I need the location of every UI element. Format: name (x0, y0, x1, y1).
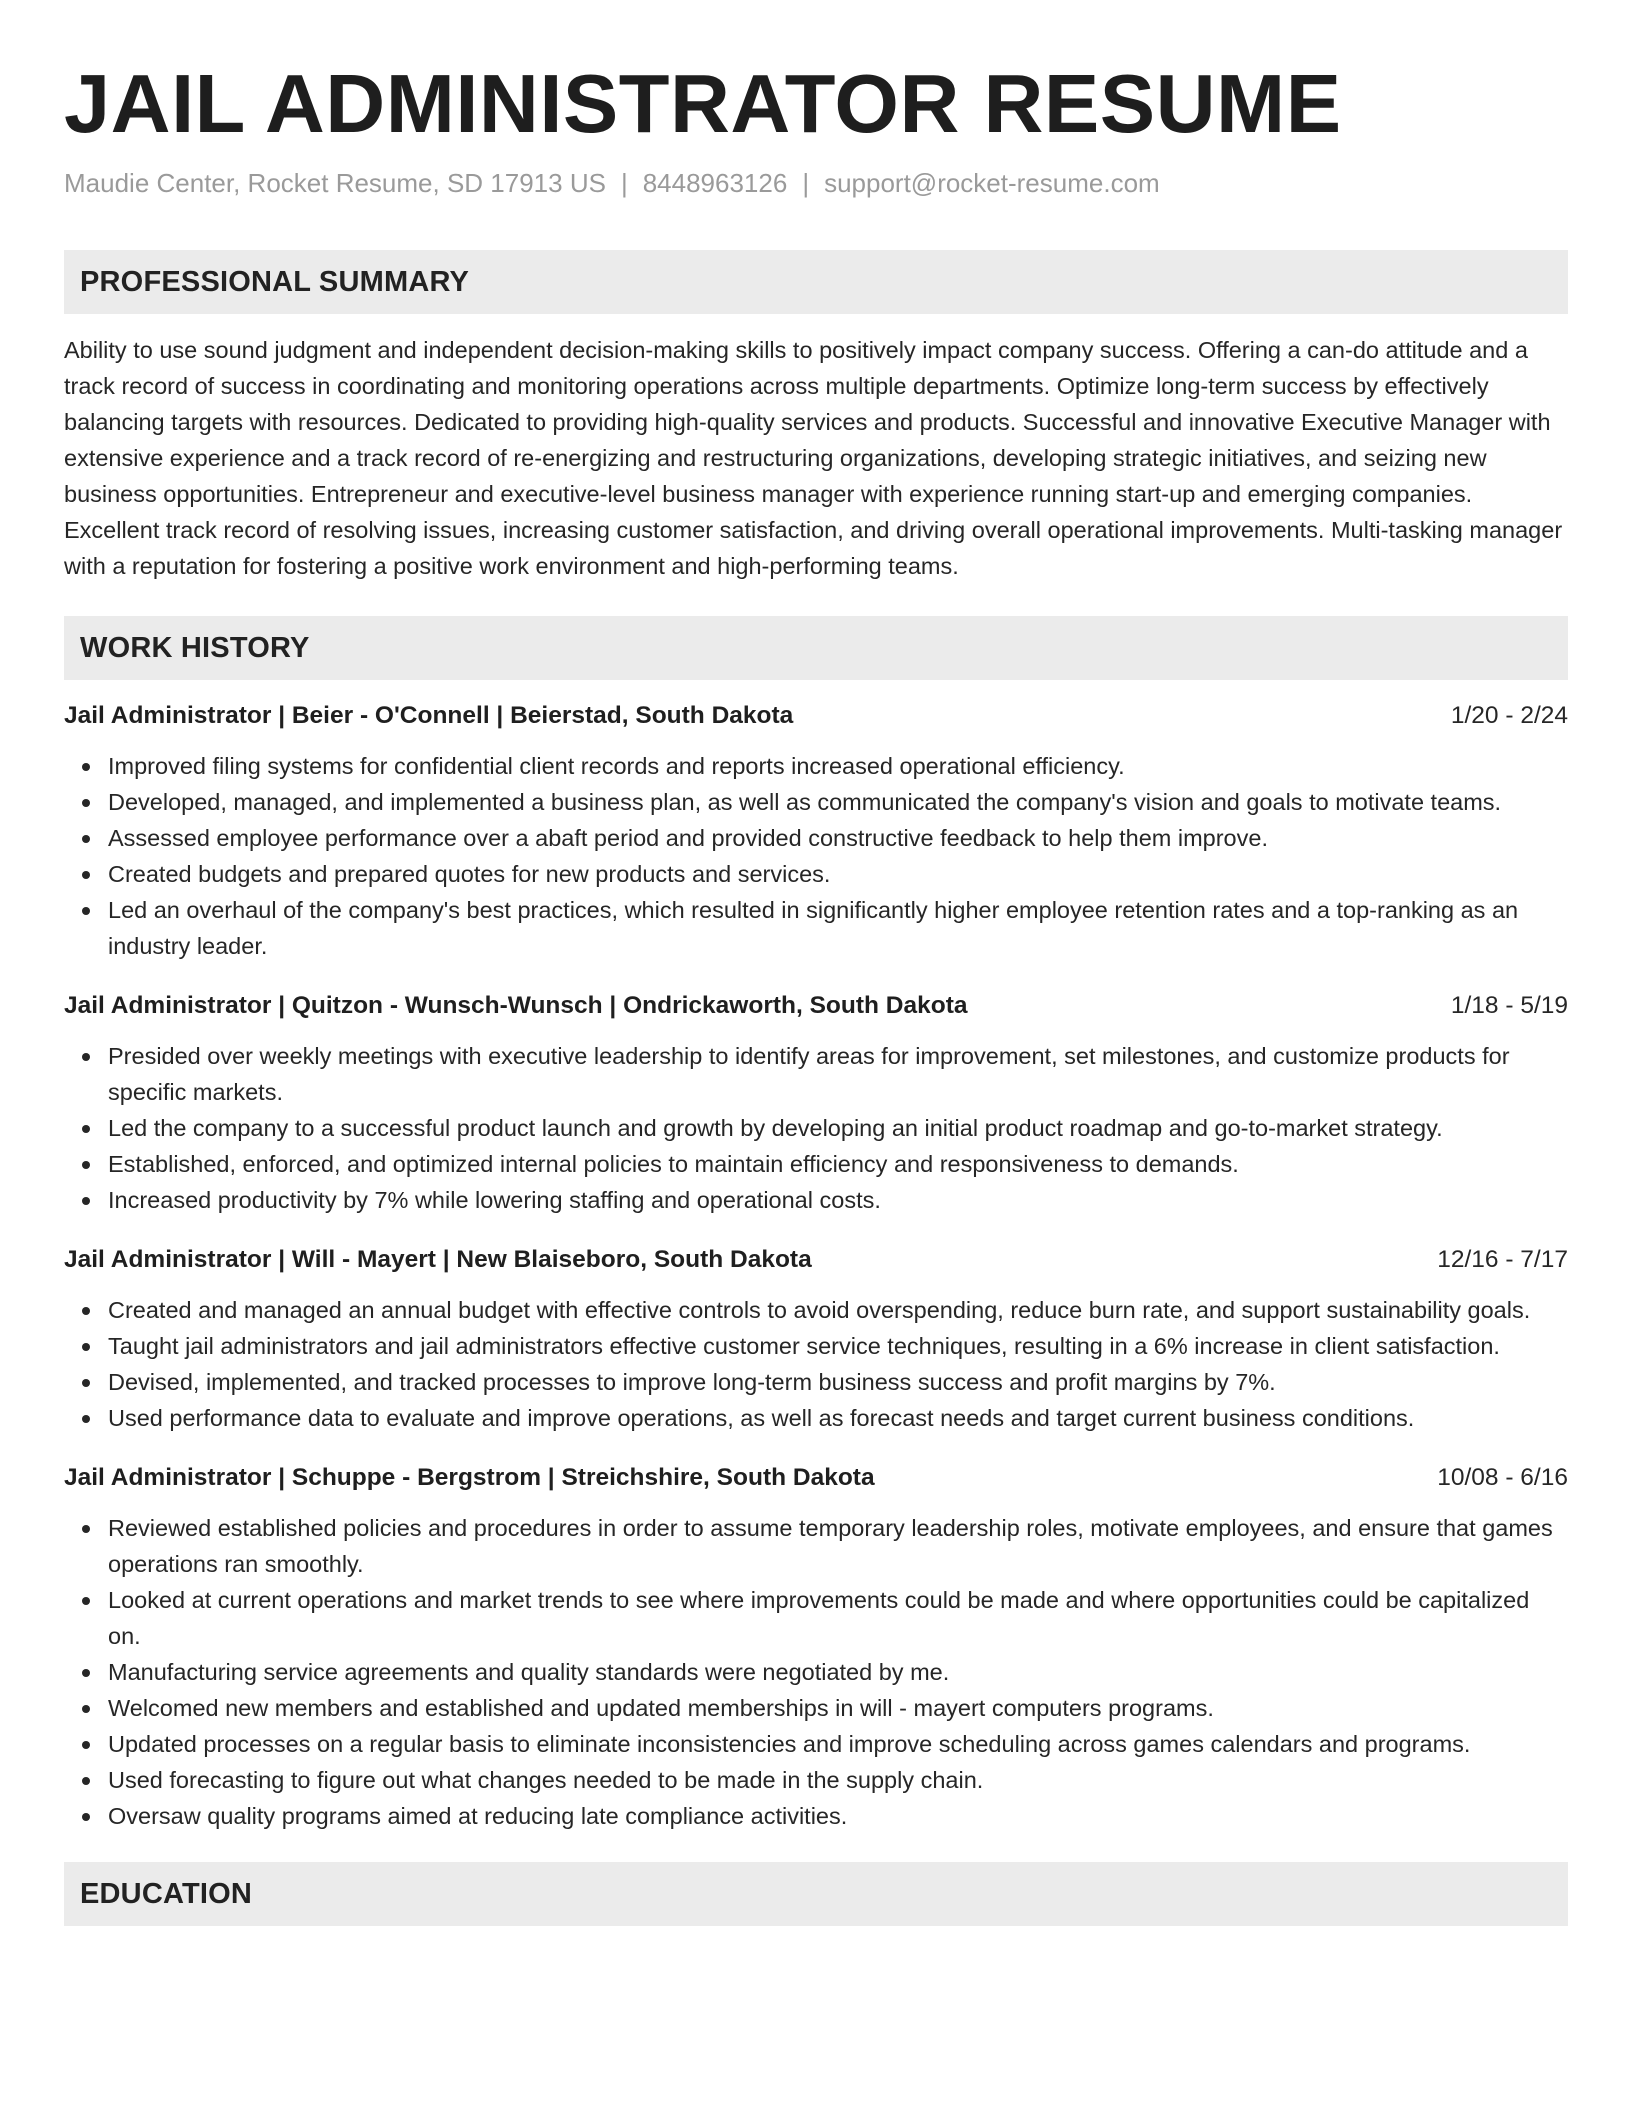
job-bullet: Manufacturing service agreements and quality standards were negotiated by me. (108, 1654, 1568, 1690)
job-bullet: Established, enforced, and optimized internal policies to maintain efficiency and responsiveness to demands. (108, 1146, 1568, 1182)
job-bullet: Welcomed new members and established and updated memberships in will - mayert computers programs. (108, 1690, 1568, 1726)
job-bullet-list (64, 1038, 1568, 1218)
job-bullet: Taught jail administrators and jail administrators effective customer service techniques, resulting in a 6% increase in client satisfaction. (108, 1328, 1568, 1364)
section-heading-education: EDUCATION (64, 1862, 1568, 1926)
job-title: Jail Administrator | Schuppe - Bergstrom | Streichshire, South Dakota (64, 1464, 875, 1491)
job-bullet-list (64, 1292, 1568, 1436)
job-bullet: Improved filing systems for confidential client records and reports increased operational efficiency. (108, 748, 1568, 784)
job-entry (64, 1242, 1568, 1436)
job-bullet: Used forecasting to figure out what changes needed to be made in the supply chain. (108, 1762, 1568, 1798)
job-bullet: Presided over weekly meetings with executive leadership to identify areas for improvement, set milestones, and customize products for specific markets. (108, 1038, 1568, 1110)
job-header (64, 1242, 1568, 1278)
job-header (64, 698, 1568, 734)
job-bullet-list (64, 1510, 1568, 1834)
job-entry (64, 1460, 1568, 1834)
job-dates: 12/16 - 7/17 (1437, 1246, 1568, 1273)
job-entry (64, 698, 1568, 964)
contact-email: support@rocket-resume.com (824, 168, 1160, 198)
section-heading-work-history: WORK HISTORY (64, 616, 1568, 680)
job-header (64, 988, 1568, 1024)
job-bullet: Oversaw quality programs aimed at reducing late compliance activities. (108, 1798, 1568, 1834)
contact-address: Maudie Center, Rocket Resume, SD 17913 US (64, 168, 606, 198)
job-bullet: Increased productivity by 7% while lowering staffing and operational costs. (108, 1182, 1568, 1218)
job-title: Jail Administrator | Beier - O'Connell | Beierstad, South Dakota (64, 702, 794, 729)
job-title: Jail Administrator | Quitzon - Wunsch-Wunsch | Ondrickaworth, South Dakota (64, 992, 968, 1019)
job-bullet: Looked at current operations and market trends to see where improvements could be made and where opportunities could be capitalized on. (108, 1582, 1568, 1654)
job-dates: 1/20 - 2/24 (1450, 702, 1568, 729)
job-bullet: Developed, managed, and implemented a business plan, as well as communicated the company's vision and goals to motivate teams. (108, 784, 1568, 820)
job-bullet: Devised, implemented, and tracked processes to improve long-term business success and profit margins by 7%. (108, 1364, 1568, 1400)
job-dates: 1/18 - 5/19 (1450, 992, 1568, 1019)
job-bullet: Updated processes on a regular basis to eliminate inconsistencies and improve scheduling across games calendars and programs. (108, 1726, 1568, 1762)
job-entry (64, 988, 1568, 1218)
job-bullet: Reviewed established policies and procedures in order to assume temporary leadership roles, motivate employees, and ensure that games operations ran smoothly. (108, 1510, 1568, 1582)
job-header (64, 1460, 1568, 1496)
contact-line (64, 166, 1568, 200)
job-bullet-list (64, 748, 1568, 964)
job-bullet: Led an overhaul of the company's best practices, which resulted in significantly higher employee retention rates and a top-ranking as an industry leader. (108, 892, 1568, 964)
summary-text: Ability to use sound judgment and independent decision-making skills to positively impact company success. Offering a can-do attitude and a track record of success in coordinating and monitoring operations across multiple departments. Optimize long-term success by effectively balancing targets with resources. Dedicated to providing high-quality services and products. Successful and innovative Executive Manager with extensive experience and a track record of re-energizing and restructuring organizations, developing strategic initiatives, and seizing new business opportunities. Entrepreneur and executive-level business manager with experience running start-up and emerging companies. Excellent track record of resolving issues, increasing customer satisfaction, and driving overall operational improvements. Multi-tasking manager with a reputation for fostering a positive work environment and high-performing teams. (64, 337, 1563, 579)
job-bullet: Created budgets and prepared quotes for new products and services. (108, 856, 1568, 892)
job-title: Jail Administrator | Will - Mayert | New Blaiseboro, South Dakota (64, 1246, 812, 1273)
resume-title: JAIL ADMINISTRATOR RESUME (64, 57, 1342, 150)
job-bullet: Used performance data to evaluate and improve operations, as well as forecast needs and target current business conditions. (108, 1400, 1568, 1436)
job-bullet: Created and managed an annual budget with effective controls to avoid overspending, reduce burn rate, and support sustainability goals. (108, 1292, 1568, 1328)
contact-phone: 8448963126 (642, 168, 788, 198)
job-bullet: Led the company to a successful product launch and growth by developing an initial product roadmap and go-to-market strategy. (108, 1110, 1568, 1146)
contact-separator: | (802, 168, 810, 198)
contact-separator: | (620, 168, 628, 198)
job-bullet: Assessed employee performance over a abaft period and provided constructive feedback to help them improve. (108, 820, 1568, 856)
section-heading-summary: PROFESSIONAL SUMMARY (64, 250, 1568, 314)
job-dates: 10/08 - 6/16 (1437, 1464, 1568, 1491)
